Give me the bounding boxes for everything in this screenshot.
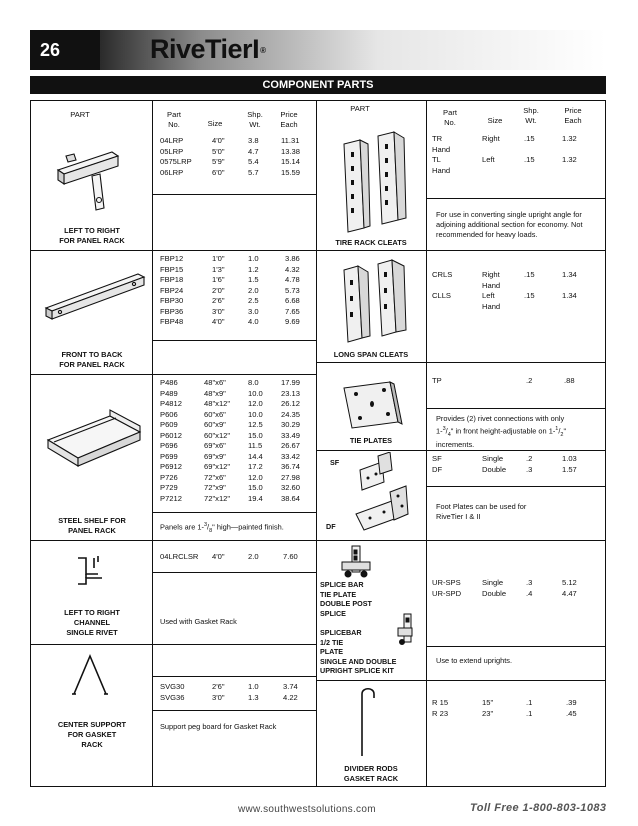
table-cell: 36.74 — [281, 462, 301, 471]
table-cell: 3.86 — [285, 254, 300, 263]
table-cell: 12.5 — [248, 420, 263, 429]
table-cell: CLLS — [432, 291, 451, 300]
table-cell: .1 — [526, 708, 533, 718]
table-cell: Double — [482, 464, 507, 474]
table-cell: 23" — [482, 708, 494, 718]
left-row-sep-3 — [30, 540, 316, 541]
table-cell: 3.74 — [283, 682, 298, 691]
left-section-label-0: LEFT TO RIGHT FOR PANEL RACK — [59, 226, 125, 245]
note-part: " — [563, 426, 567, 436]
table-cell: SF — [432, 454, 442, 463]
table-cell: FBP15 — [160, 264, 184, 274]
table-cell: 24.35 — [281, 409, 301, 419]
table-cell: 60"x6" — [204, 409, 226, 419]
right-note-sep-2 — [426, 408, 606, 409]
table-cell: R 15 — [432, 698, 449, 707]
table-cell: 72"x9" — [204, 483, 226, 492]
table-cell: P6912 — [160, 462, 182, 471]
right-part-no-col-4 — [432, 578, 461, 599]
right-section-label-2: TIE PLATES — [349, 436, 393, 445]
table-cell: 11.5 — [248, 441, 263, 450]
left-to-right-panel-rack-illustration — [52, 148, 132, 224]
note-part: " in front height-adjustable on 1- — [450, 426, 556, 436]
table-cell: 5.4 — [248, 157, 259, 166]
table-cell: UR-SPS — [432, 578, 461, 587]
table-cell: 17.99 — [281, 378, 301, 387]
right-price-col-1 — [562, 270, 577, 312]
table-cell — [562, 281, 577, 292]
table-cell: 1.32 — [562, 155, 577, 164]
note-line: $1-^3/_4$" in front height-adjustable on $1-^1/_2$" — [436, 426, 567, 438]
left-header-size: Size — [207, 119, 223, 128]
right-size-col-0a — [432, 134, 450, 176]
table-cell: .15 — [524, 134, 535, 143]
page-number: 26 — [30, 30, 100, 70]
right-price-col-4 — [562, 578, 577, 599]
table-cell: 0575LRP — [160, 157, 192, 166]
right-weight-col-0 — [524, 134, 535, 176]
right-part-no-col-1 — [432, 270, 452, 312]
left-section-label-4: CENTER SUPPORT FOR GASKET RACK — [57, 720, 127, 749]
table-cell: Single — [482, 454, 504, 463]
table-cell: 30.29 — [281, 420, 301, 429]
footer-website-link[interactable]: www.southwestsolutions.com — [238, 804, 376, 815]
table-cell: 32.60 — [281, 483, 301, 492]
table-cell: .45 — [566, 708, 577, 718]
table-cell: 7.60 — [283, 552, 298, 561]
table-cell: 1'6" — [212, 275, 225, 284]
table-cell: Hand — [432, 165, 451, 175]
note-part: 1- — [436, 426, 443, 436]
table-cell: TP — [432, 376, 442, 385]
table-cell: 15" — [482, 698, 494, 707]
table-cell — [482, 166, 500, 177]
footer-phone: Toll Free 1-800-803-1083 — [470, 802, 607, 814]
table-cell: P486 — [160, 378, 178, 387]
table-cell: P6012 — [160, 430, 182, 440]
right-weight-col-1 — [524, 270, 535, 312]
table-cell: 5.7 — [248, 167, 259, 177]
right-size-col-4 — [482, 578, 506, 599]
table-cell: P4812 — [160, 399, 182, 408]
table-cell: 1.03 — [562, 454, 577, 463]
right-header-shp-wt: Shp. Wt. — [523, 106, 539, 125]
table-cell: 2.0 — [248, 285, 259, 295]
left-weight-col-2 — [248, 378, 263, 504]
table-cell: FBP12 — [160, 254, 184, 263]
table-cell: 17.2 — [248, 462, 263, 471]
left-section-label-1: FRONT TO BACK FOR PANEL RACK — [59, 350, 125, 369]
left-note-sep-4 — [152, 572, 316, 573]
table-cell — [432, 134, 450, 145]
right-section-label-1: LONG SPAN CLEATS — [333, 350, 409, 359]
table-cell: DF — [432, 464, 443, 474]
right-section-label-0: TIRE RACK CLEATS — [335, 238, 407, 247]
right-section-label-5: DIVIDER RODS GASKET RACK — [343, 764, 399, 783]
divider-rods-illustration — [354, 684, 384, 760]
table-cell: 4.7 — [248, 146, 259, 156]
table-cell: FBP24 — [160, 285, 184, 295]
left-part-no-col-2 — [160, 378, 182, 504]
table-cell: Right — [482, 270, 500, 279]
table-cell: 4'0" — [212, 552, 225, 561]
table-cell: 72"x6" — [204, 472, 226, 482]
tire-rack-note: For use in converting single upright angle for adjoining additional section for economy. Not recommended for heavy loads. — [436, 210, 583, 239]
center-support-note: Support peg board for Gasket Rack — [160, 722, 277, 731]
table-cell: 1.34 — [562, 291, 577, 300]
table-cell: FBP36 — [160, 306, 184, 316]
left-size-col-2 — [204, 378, 230, 504]
table-cell: 60"x12" — [204, 430, 231, 440]
table-cell: .15 — [524, 155, 535, 164]
table-cell: 13.38 — [281, 146, 301, 156]
right-size-col-1 — [482, 270, 500, 312]
table-cell: P699 — [160, 451, 178, 461]
note-line: Provides (2) rivet connections with only — [436, 414, 565, 423]
table-cell: 15.0 — [248, 430, 263, 440]
right-size-col-5 — [482, 698, 493, 719]
table-cell: Double — [482, 588, 507, 598]
table-cell: 15.0 — [248, 483, 263, 492]
steel-shelf-illustration — [40, 402, 148, 482]
table-cell: 3.8 — [248, 136, 259, 145]
table-cell: 19.4 — [248, 493, 263, 503]
table-cell: 69"x12" — [204, 462, 231, 471]
right-header-size: Size — [487, 116, 503, 125]
logo-registered-mark: ® — [260, 46, 266, 56]
steel-shelf-note: Panels are $1-^3/_8$" high—painted finish. — [160, 522, 284, 534]
left-note-sep-5 — [152, 676, 316, 677]
right-row-sep-5 — [316, 680, 606, 681]
table-cell: Left — [482, 155, 495, 164]
table-cell: 5'0" — [212, 146, 225, 156]
table-cell: TR — [432, 134, 443, 143]
tire-rack-cleats-illustration — [338, 130, 414, 234]
left-part-no-col-1 — [160, 254, 183, 328]
table-cell: 7.65 — [285, 306, 300, 316]
table-cell: 3'0" — [212, 306, 225, 316]
left-price-col-1 — [285, 254, 300, 328]
table-cell: FBP30 — [160, 296, 184, 305]
logo-suffix: I — [252, 34, 260, 64]
right-weight-col-2 — [526, 376, 532, 387]
right-price-col-5 — [566, 698, 577, 719]
table-cell: 2'0" — [212, 285, 225, 295]
table-cell: P729 — [160, 483, 178, 492]
foot-plate-df-label: DF — [326, 522, 336, 531]
tie-plates-illustration — [338, 378, 404, 432]
table-cell: FBP48 — [160, 317, 184, 326]
channel-note: Used with Gasket Rack — [160, 617, 237, 626]
foot-plates-note: Foot Plates can be used for RiveTier I & II — [436, 502, 527, 521]
table-cell: .15 — [524, 270, 535, 279]
table-cell: 2'6" — [212, 296, 225, 305]
table-cell: 2.0 — [248, 552, 259, 561]
table-cell: Hand — [482, 301, 501, 311]
table-cell: 6.68 — [285, 296, 300, 305]
table-cell: .88 — [564, 376, 575, 385]
table-cell: Single — [482, 578, 504, 587]
center-support-illustration — [70, 650, 110, 700]
table-cell: 10.0 — [248, 409, 263, 419]
table-cell: Hand — [482, 280, 501, 290]
table-cell: P606 — [160, 409, 178, 419]
right-note-sep-1 — [426, 198, 606, 199]
table-cell: 1.5 — [248, 275, 259, 284]
table-cell: 9.69 — [285, 317, 300, 326]
table-cell: 12.0 — [248, 399, 263, 408]
table-cell: 3.0 — [248, 306, 259, 316]
table-cell: 2.5 — [248, 296, 259, 305]
table-cell: .1 — [526, 698, 533, 707]
table-cell: 48"x9" — [204, 388, 226, 398]
note-sup: 1 — [555, 426, 559, 432]
right-note-sep-4 — [426, 646, 606, 647]
table-cell: 4.78 — [285, 275, 300, 284]
left-price-col-4 — [283, 682, 298, 703]
divider-right-part — [426, 100, 427, 787]
right-row-sep-1 — [316, 250, 606, 251]
table-cell: 1'3" — [212, 264, 225, 274]
table-cell: P609 — [160, 420, 178, 429]
table-cell: .3 — [526, 578, 533, 587]
right-size-col-3 — [482, 454, 506, 475]
table-cell: 1.32 — [562, 134, 577, 143]
left-row-sep-2 — [30, 374, 316, 375]
table-cell: 27.98 — [281, 472, 301, 482]
table-cell: Right — [482, 134, 500, 143]
table-cell: 1'0" — [212, 254, 225, 263]
note-part: Panels are 1- — [160, 522, 204, 532]
table-cell: 26.67 — [281, 441, 301, 450]
left-section-label-2: STEEL SHELF FOR PANEL RACK — [58, 516, 126, 535]
table-cell: CRLS — [432, 270, 453, 279]
left-part-no-col-0 — [160, 136, 192, 178]
left-price-col-0 — [281, 136, 300, 178]
table-cell: 1.57 — [562, 464, 577, 474]
left-note-sep-6 — [152, 710, 316, 711]
table-cell: 1.34 — [562, 270, 577, 279]
note-line: increments. — [436, 439, 475, 449]
foot-plate-sf-label: SF — [330, 458, 340, 467]
table-cell: 23.13 — [281, 388, 301, 398]
table-cell: 48"x12" — [204, 399, 231, 408]
page-header — [30, 30, 606, 70]
table-cell: Left — [482, 291, 495, 300]
left-part-no-col-3 — [160, 552, 198, 563]
left-note-sep-2 — [152, 340, 316, 341]
table-cell: 4.0 — [248, 317, 259, 326]
left-size-col-1 — [212, 254, 225, 328]
table-cell: 15.14 — [281, 157, 301, 166]
right-price-col-2 — [564, 376, 575, 387]
left-note-sep-1 — [152, 194, 316, 195]
table-cell: 8.0 — [248, 378, 259, 387]
table-cell: 1.0 — [248, 254, 259, 263]
left-to-right-channel-illustration — [72, 554, 112, 594]
table-cell: 04LRP — [160, 136, 184, 145]
table-cell: 1.0 — [248, 682, 259, 691]
table-cell: 38.64 — [281, 493, 301, 503]
right-part-no-col-5 — [432, 698, 448, 719]
table-cell: 4.22 — [283, 692, 298, 702]
table-cell: 2'6" — [212, 682, 225, 691]
section-title: COMPONENT PARTS — [30, 76, 606, 94]
table-cell: SVG36 — [160, 692, 185, 702]
table-cell: R 23 — [432, 708, 449, 718]
table-cell: 14.4 — [248, 451, 263, 461]
table-cell: P726 — [160, 472, 178, 482]
splice-note: Use to extend uprights. — [436, 656, 513, 665]
right-weight-col-3 — [526, 454, 532, 475]
table-cell: 12.0 — [248, 472, 263, 482]
left-price-col-3 — [283, 552, 298, 563]
left-weight-col-0 — [248, 136, 259, 178]
right-row-sep-3 — [316, 450, 606, 451]
table-cell: 69"x9" — [204, 451, 226, 461]
divider-left-part — [152, 100, 153, 787]
table-cell: .15 — [524, 291, 535, 300]
table-cell: P696 — [160, 441, 178, 450]
splice-bar-half-tie-illustration — [396, 612, 420, 648]
left-note-sep-3 — [152, 512, 316, 513]
table-cell: P7212 — [160, 493, 182, 503]
table-cell: 33.42 — [281, 451, 301, 461]
table-cell: 04LRCLSR — [160, 552, 199, 561]
right-weight-col-5 — [526, 698, 532, 719]
table-cell: Hand — [432, 144, 451, 154]
logo-text: RiveTier — [150, 34, 253, 64]
table-cell — [562, 302, 577, 313]
right-row-sep-4 — [316, 540, 606, 541]
table-cell: .4 — [526, 588, 533, 598]
table-cell: UR-SPD — [432, 588, 462, 598]
front-to-back-panel-rack-illustration — [40, 268, 148, 322]
table-cell: 1.2 — [248, 264, 259, 274]
right-size-col-0b — [482, 134, 500, 176]
table-cell: 4'0" — [212, 317, 225, 326]
table-cell: SVG30 — [160, 682, 185, 691]
right-price-col-0 — [562, 134, 577, 176]
table-cell — [524, 166, 535, 177]
left-header-part: PART — [70, 110, 90, 119]
right-row-sep-2 — [316, 362, 606, 363]
left-size-col-3 — [212, 552, 225, 563]
left-weight-col-4 — [248, 682, 259, 703]
table-cell: .39 — [566, 698, 577, 707]
table-cell: 05LRP — [160, 146, 184, 156]
left-size-col-4 — [212, 682, 225, 703]
table-cell: 72"x12" — [204, 493, 231, 503]
table-cell: 3'0" — [212, 692, 225, 702]
table-cell: 5.73 — [285, 285, 300, 295]
table-cell: 4.47 — [562, 588, 577, 598]
table-cell: 48"x6" — [204, 378, 226, 387]
table-cell: .3 — [526, 464, 533, 474]
table-cell: .2 — [526, 454, 533, 463]
note-sup: 3 — [442, 426, 446, 432]
left-price-col-2 — [281, 378, 300, 504]
table-cell: 11.31 — [281, 136, 300, 145]
right-header-part-no: Part No. — [443, 108, 457, 127]
table-cell — [524, 145, 535, 156]
note-sub: 2 — [560, 431, 564, 438]
right-section-label-4: SPLICE BAR TIE PLATE DOUBLE POST SPLICE SPLICEBAR 1/2 TIE PLATE SINGLE AND DOUBLE UPRIGHT SPLICE KIT — [320, 580, 397, 676]
left-header-price: Price Each — [280, 110, 298, 129]
left-size-col-0 — [212, 136, 225, 178]
tie-plates-note — [436, 414, 600, 450]
table-cell: 5'9" — [212, 157, 225, 166]
table-cell: TL — [432, 155, 441, 164]
table-cell: 5.12 — [562, 578, 577, 587]
table-cell: P489 — [160, 388, 178, 398]
table-cell — [432, 281, 452, 292]
rivetier-logo — [150, 34, 265, 65]
right-header-price: Price Each — [564, 106, 582, 125]
left-section-label-3: LEFT TO RIGHT CHANNEL SINGLE RIVET — [64, 608, 120, 637]
table-cell: 26.12 — [281, 399, 301, 408]
table-cell — [482, 145, 500, 156]
table-cell — [562, 145, 577, 156]
left-part-no-col-4 — [160, 682, 184, 703]
left-header-part-no: Part No. — [167, 110, 181, 129]
note-sub: 4 — [447, 431, 451, 438]
splice-bar-illustration — [338, 544, 378, 578]
table-cell: 15.59 — [281, 167, 301, 177]
right-weight-col-4 — [526, 578, 532, 599]
table-cell: 06LRP — [160, 167, 184, 177]
table-cell: 4'0" — [212, 136, 225, 145]
table-cell: 60"x9" — [204, 420, 226, 429]
foot-plate-illustration — [350, 452, 416, 536]
table-cell: 10.0 — [248, 388, 263, 398]
table-cell — [562, 166, 577, 177]
table-cell: FBP18 — [160, 275, 184, 284]
table-cell: 4.32 — [285, 264, 300, 274]
left-row-sep-4 — [30, 644, 316, 645]
table-cell: 69"x6" — [204, 441, 226, 450]
table-cell: .2 — [526, 376, 533, 385]
left-weight-col-3 — [248, 552, 259, 563]
divider-center — [316, 100, 317, 787]
left-weight-col-1 — [248, 254, 259, 328]
note-sub: 8 — [209, 527, 213, 534]
note-sup: 3 — [203, 522, 208, 528]
table-cell: 6'0" — [212, 167, 225, 177]
right-part-no-col-3 — [432, 454, 442, 475]
right-price-col-3 — [562, 454, 577, 475]
left-row-sep-1 — [30, 250, 316, 251]
note-part: " high—painted finish. — [212, 522, 284, 532]
right-part-no-col-2 — [432, 376, 442, 387]
table-cell — [524, 281, 535, 292]
long-span-cleats-illustration — [338, 258, 414, 344]
table-cell — [432, 302, 452, 313]
right-note-sep-3 — [426, 486, 606, 487]
left-header-shp-wt: Shp. Wt. — [247, 110, 263, 129]
table-cell — [524, 302, 535, 313]
right-header-part: PART — [350, 104, 370, 113]
table-cell: 1.3 — [248, 692, 259, 702]
table-cell: 33.49 — [281, 430, 301, 440]
table-cell — [432, 155, 450, 166]
